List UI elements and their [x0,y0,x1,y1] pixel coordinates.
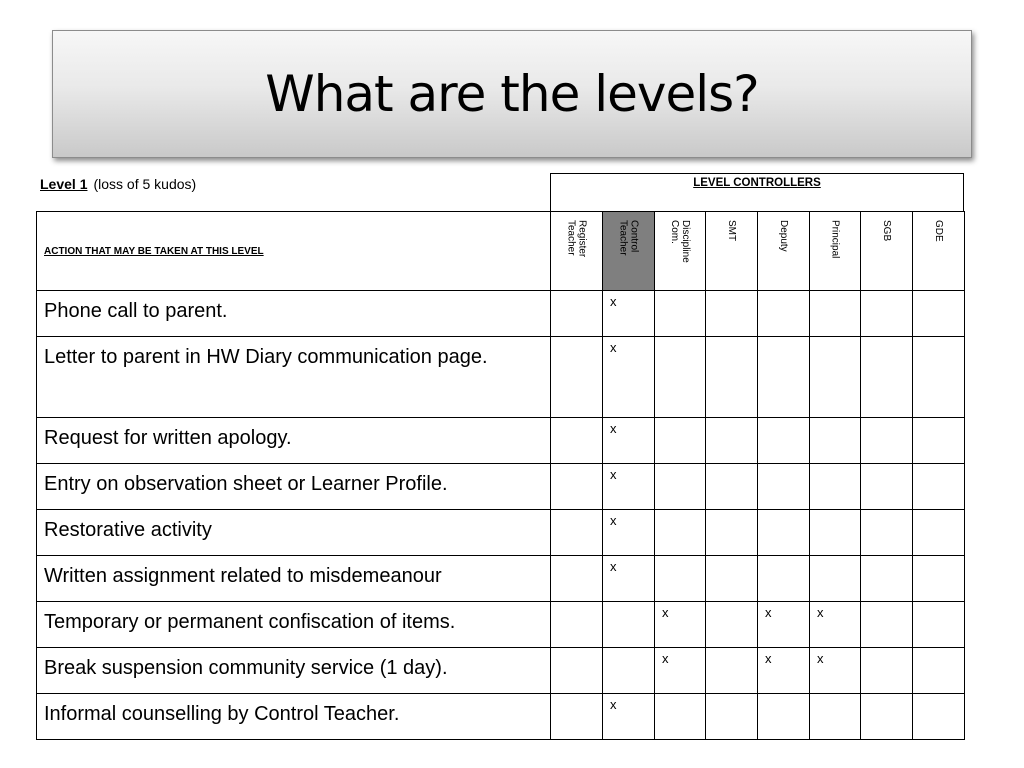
mark-cell [758,464,810,510]
mark-cell [913,556,965,602]
mark-cell [861,291,913,337]
controller-header-sgb [861,212,913,291]
mark-cell [861,694,913,740]
mark-cell [913,694,965,740]
level-caption [40,176,196,192]
controller-label: GDE [933,220,944,242]
mark-cell [655,464,706,510]
mark-cell [810,464,861,510]
action-cell: Letter to parent in HW Diary communication page. [37,337,551,418]
table-row [37,556,965,602]
mark-cell: x [603,337,655,418]
mark-cell [913,510,965,556]
level-note: (loss of 5 kudos) [93,176,197,192]
controller-label: Control Teacher [617,220,640,256]
mark-cell: x [603,510,655,556]
mark-cell [655,694,706,740]
level-label: Level 1 [40,176,88,192]
mark-cell [706,418,758,464]
slide-title: What are the levels? [265,65,759,123]
mark-cell: x [655,648,706,694]
mark-cell: x [655,602,706,648]
controller-header-smt [706,212,758,291]
level-controllers-header [550,173,964,211]
mark-cell [913,464,965,510]
mark-cell [603,602,655,648]
mark-cell: x [603,418,655,464]
table-row [37,418,965,464]
mark-cell [551,291,603,337]
action-cell: Written assignment related to misdemeanour [37,556,551,602]
controller-label: Discipline Com. [669,220,691,263]
controller-header-register-teacher [551,212,603,291]
table-row [37,291,965,337]
mark-cell [706,556,758,602]
action-cell: Informal counselling by Control Teacher. [37,694,551,740]
mark-cell [810,694,861,740]
mark-cell [861,602,913,648]
controller-header-discipline-com [655,212,706,291]
table-body [37,291,965,740]
mark-cell [551,648,603,694]
action-cell: Restorative activity [37,510,551,556]
controller-label: SGB [881,220,892,242]
table-row [37,337,965,418]
mark-cell [810,418,861,464]
mark-cell: x [603,694,655,740]
mark-cell [861,337,913,418]
controller-header-deputy [758,212,810,291]
mark-cell [706,337,758,418]
mark-cell [706,291,758,337]
mark-cell: x [603,291,655,337]
action-cell: Request for written apology. [37,418,551,464]
controller-header-gde [913,212,965,291]
mark-cell: x [758,648,810,694]
mark-cell [655,418,706,464]
action-cell: Break suspension community service (1 day). [37,648,551,694]
controller-label: Register Teacher [565,220,588,258]
mark-cell [861,556,913,602]
mark-cell [655,337,706,418]
table-row [37,602,965,648]
mark-cell [706,694,758,740]
controller-label: Principal [829,220,841,259]
levels-table [36,211,965,740]
mark-cell [913,648,965,694]
mark-cell [655,291,706,337]
mark-cell [861,510,913,556]
mark-cell [758,291,810,337]
mark-cell [551,602,603,648]
controller-header-principal [810,212,861,291]
mark-cell [655,556,706,602]
mark-cell: x [603,556,655,602]
action-cell: Entry on observation sheet or Learner Profile. [37,464,551,510]
mark-cell: x [810,648,861,694]
mark-cell [551,337,603,418]
action-cell: Phone call to parent. [37,291,551,337]
mark-cell [758,694,810,740]
mark-cell [913,418,965,464]
controller-label: SMT [726,220,737,242]
mark-cell [758,556,810,602]
action-column-header: ACTION THAT MAY BE TAKEN AT THIS LEVEL [37,212,551,291]
mark-cell [861,648,913,694]
mark-cell [861,418,913,464]
mark-cell [810,291,861,337]
mark-cell [861,464,913,510]
mark-cell [810,337,861,418]
action-cell: Temporary or permanent confiscation of items. [37,602,551,648]
mark-cell [551,694,603,740]
mark-cell [706,602,758,648]
mark-cell [551,556,603,602]
mark-cell [551,510,603,556]
header-row [37,212,965,291]
mark-cell [810,510,861,556]
table-row [37,694,965,740]
controller-label: Deputy [778,220,789,252]
mark-cell [655,510,706,556]
mark-cell [758,418,810,464]
mark-cell [551,464,603,510]
mark-cell: x [758,602,810,648]
level-controllers-label: LEVEL CONTROLLERS [693,177,821,189]
mark-cell [913,291,965,337]
mark-cell [913,337,965,418]
mark-cell [810,556,861,602]
mark-cell [758,337,810,418]
mark-cell [706,464,758,510]
mark-cell [706,648,758,694]
table-row [37,648,965,694]
mark-cell [603,648,655,694]
controller-header-control-teacher [603,212,655,291]
mark-cell: x [810,602,861,648]
mark-cell [551,418,603,464]
mark-cell [913,602,965,648]
table-row [37,510,965,556]
mark-cell [706,510,758,556]
table-row [37,464,965,510]
title-banner [52,30,972,158]
mark-cell [758,510,810,556]
mark-cell: x [603,464,655,510]
